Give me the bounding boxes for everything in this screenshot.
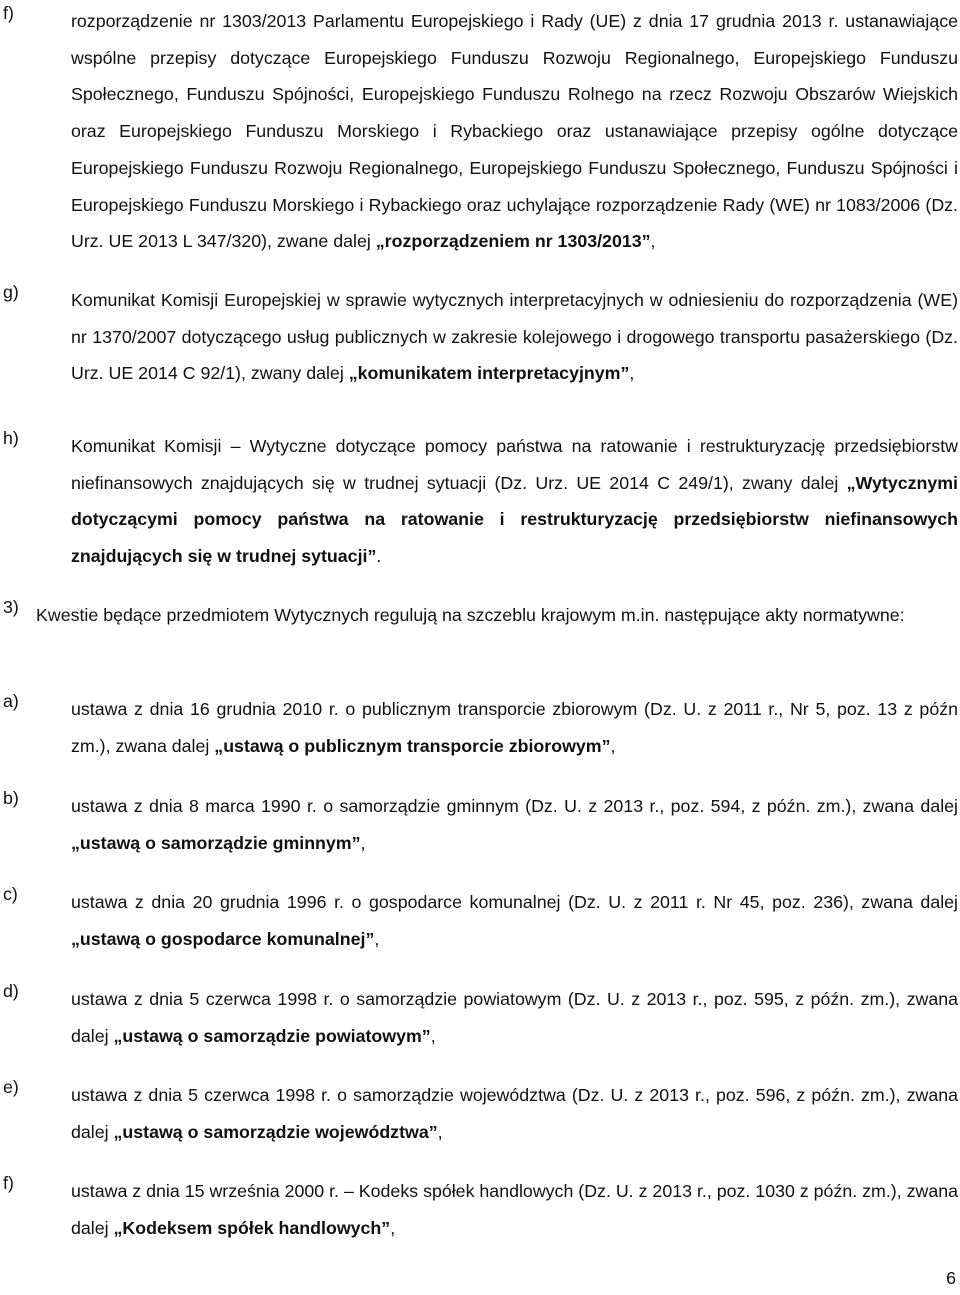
- list-item-text: [71, 691, 958, 764]
- list-marker: g): [3, 282, 19, 302]
- list-item-f-regulation-1303: [0, 3, 958, 260]
- text-segment: ,: [437, 1121, 443, 1142]
- text-segment: ustawa z dnia 20 grudnia 1996 r. o gospodarce komunalnej (Dz. U. z 2011 r. Nr 45, poz. 236), zwana dalej: [71, 892, 958, 912]
- text-segment: ustawa z dnia 8 marca 1990 r. o samorządzie gminnym (Dz. U. z 2013 r., poz. 594, z późn. zm.), zwana dalej: [71, 796, 958, 816]
- text-segment: ,: [390, 1217, 396, 1238]
- page-number: 6: [946, 1268, 956, 1288]
- list-item-text: [71, 282, 958, 392]
- list-marker: h): [3, 428, 19, 448]
- list-marker: e): [3, 1077, 19, 1097]
- list-item-d-county-government-act: [0, 981, 958, 1054]
- text-segment: ,: [629, 363, 635, 384]
- list-item-text: [71, 1173, 958, 1246]
- text-segment: rozporządzenie nr 1303/2013 Parlamentu Europejskiego i Rady (UE) z dnia 17 grudnia 2013 r. ustanawiające wspólne przepisy dotyczące Europejskiego Funduszu Rozwoju Regionalnego, Europejskiego Funduszu Społecznego, Funduszu Spójności, Europejskiego Funduszu Rolnego na rzecz Rozwoju Obszarów Wiejskich oraz Europejskiego Funduszu Morskiego i Rybackiego oraz ustanawiające przepisy ogólne dotyczące Europejskiego Funduszu Rozwoju Regionalnego, Europejskiego Funduszu Społecznego, Funduszu Spójności i Europejskiego Funduszu Morskiego i Rybackiego oraz uchylające rozporządzenie Rady (WE) nr 1083/2006 (Dz. Urz. UE 2013 L 347/320), zwane dalej: [71, 11, 958, 252]
- list-marker: d): [3, 981, 19, 1001]
- list-item-f-commercial-companies-code: [0, 1173, 958, 1246]
- list-item-text: [36, 597, 958, 634]
- text-segment: .: [376, 546, 382, 567]
- text-segment: Komunikat Komisji Europejskiej w sprawie wytycznych interpretacyjnych w odniesieniu do rozporządzenia (WE) nr 1370/2007 dotyczącego usług publicznych w zakresie kolejowego i drogowego transportu pasażerskiego (Dz. Urz. UE 2014 C 92/1), zwany dalej: [71, 290, 958, 384]
- defined-term: „ustawą o samorządzie województwa”: [113, 1121, 438, 1142]
- text-segment: ,: [374, 928, 380, 949]
- list-marker: 3): [3, 597, 19, 617]
- list-marker: a): [3, 691, 19, 711]
- text-segment: ustawa z dnia 16 grudnia 2010 r. o publicznym transporcie zbiorowym (Dz. U. z 2011 r., Nr 5, poz. 13 z późn zm.), zwana dalej: [71, 699, 958, 756]
- list-marker: f): [3, 1173, 14, 1193]
- defined-term: „ustawą o samorządzie powiatowym”: [113, 1025, 431, 1046]
- list-item-text: [71, 884, 958, 957]
- text-segment: ,: [650, 231, 656, 252]
- defined-term: „komunikatem interpretacyjnym”: [348, 363, 630, 384]
- list-item-text: [71, 1077, 958, 1150]
- list-marker: f): [3, 3, 14, 23]
- defined-term: „rozporządzeniem nr 1303/2013”: [375, 231, 651, 252]
- list-marker: c): [3, 884, 18, 904]
- text-segment: ustawa z dnia 15 września 2000 r. – Kodeks spółek handlowych (Dz. U. z 2013 r., poz. 1030 z późn. zm.), zwana dalej: [71, 1181, 958, 1238]
- list-item-text: [71, 428, 958, 575]
- list-item-text: [71, 788, 958, 861]
- list-item-c-municipal-economy-act: [0, 884, 958, 957]
- list-item-h-state-aid-guidelines: [0, 428, 958, 575]
- defined-term: „Wytycznymi dotyczącymi pomocy państwa na ratowanie i restrukturyzację przedsiębiorstw niefinansowych znajdujących się w trudnej sytuacji”: [71, 472, 958, 567]
- list-item-text: [71, 981, 958, 1054]
- defined-term: „ustawą o samorządzie gminnym”: [71, 832, 361, 853]
- text-segment: ustawa z dnia 5 czerwca 1998 r. o samorządzie województwa (Dz. U. z 2013 r., poz. 596, z późn. zm.), zwana dalej: [71, 1085, 958, 1142]
- text-segment: ,: [360, 832, 366, 853]
- defined-term: „Kodeksem spółek handlowych”: [113, 1217, 391, 1238]
- list-item-e-voivodeship-government-act: [0, 1077, 958, 1150]
- text-segment: ,: [610, 735, 616, 756]
- text-segment: ,: [430, 1025, 436, 1046]
- defined-term: „ustawą o gospodarce komunalnej”: [71, 928, 375, 949]
- list-item-3-national-acts: [0, 597, 958, 634]
- text-segment: Komunikat Komisji – Wytyczne dotyczące pomocy państwa na ratowanie i restrukturyzację przedsiębiorstw niefinansowych znajdujących się w trudnej sytuacji (Dz. Urz. UE 2014 C 249/1), zwany dalej: [71, 436, 958, 493]
- list-marker: b): [3, 788, 19, 808]
- defined-term: „ustawą o publicznym transporcie zbiorowym”: [214, 735, 611, 756]
- text-segment: ustawa z dnia 5 czerwca 1998 r. o samorządzie powiatowym (Dz. U. z 2013 r., poz. 595, z późn. zm.), zwana dalej: [71, 989, 958, 1046]
- list-item-a-public-transport-act: [0, 691, 958, 764]
- list-item-text: [71, 3, 958, 260]
- list-item-b-municipal-government-act: [0, 788, 958, 861]
- text-segment: Kwestie będące przedmiotem Wytycznych regulują na szczeblu krajowym m.in. następujące akty normatywne:: [36, 605, 905, 625]
- list-item-g-commission-communication: [0, 282, 958, 392]
